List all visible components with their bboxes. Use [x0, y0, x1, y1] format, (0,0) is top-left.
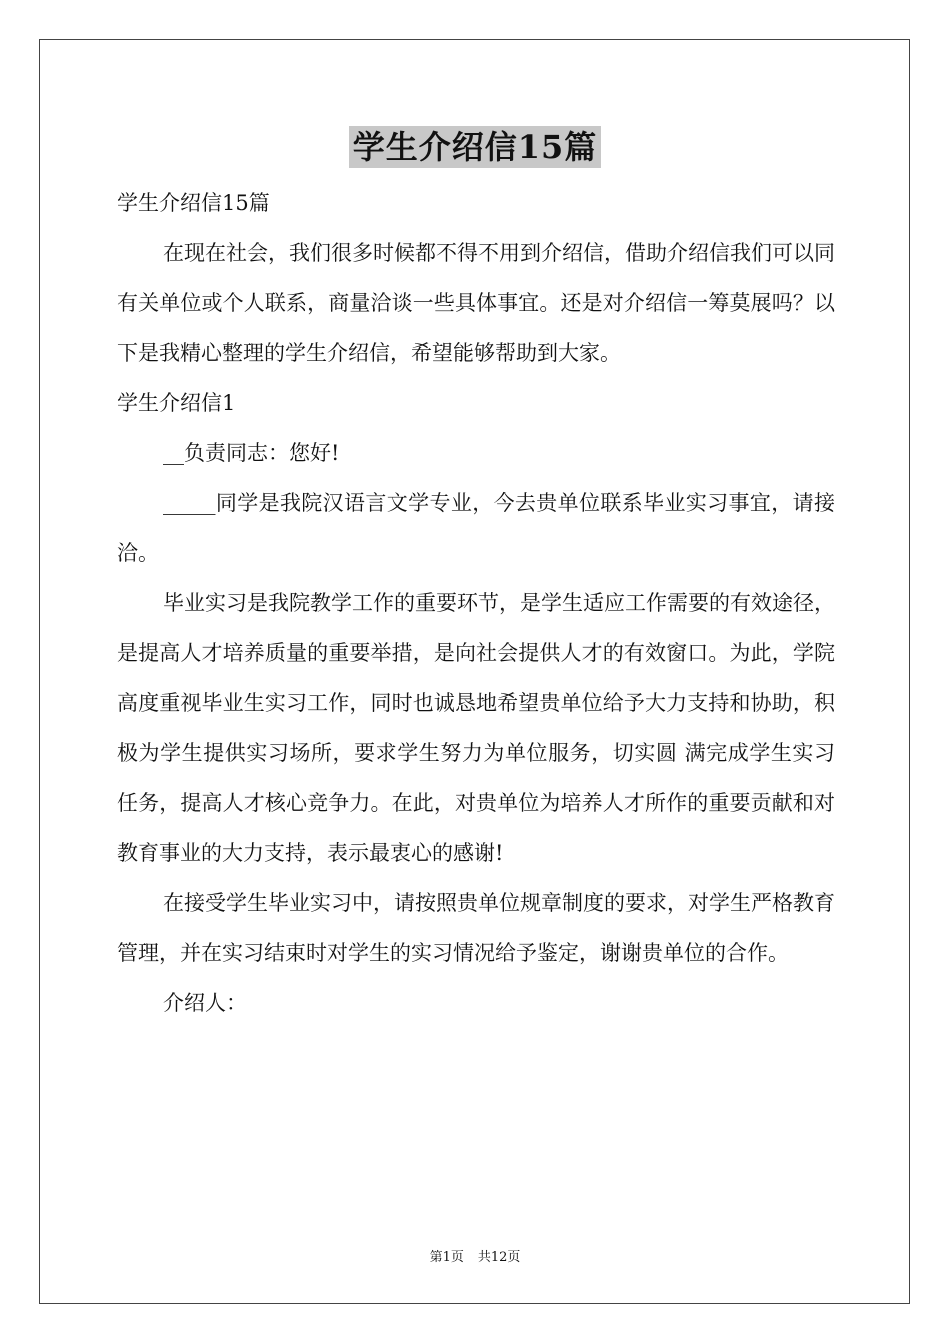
page-total: 共12页: [477, 1250, 521, 1265]
signature-line: 介绍人：: [163, 991, 247, 1015]
subtitle: 学生介绍信15篇: [117, 191, 270, 215]
page-footer: [0, 1246, 950, 1265]
body-paragraph-3: 在接受学生毕业实习中，请按照贵单位规章制度的要求，对学生严格教育管理，并在实习结束时对学生的实习情况给予鉴定，谢谢贵单位的合作。: [117, 891, 835, 965]
intro-paragraph: 在现在社会，我们很多时候都不得不用到介绍信，借助介绍信我们可以同有关单位或个人联系，商量洽谈一些具体事宜。还是对介绍信一筹莫展吗？以下是我精心整理的学生介绍信，希望能够帮助到大家。: [117, 241, 835, 365]
document-title: 学生介绍信15篇: [349, 126, 602, 168]
page-number: 第1页: [429, 1250, 464, 1265]
title-area: [0, 126, 950, 168]
body-paragraph-1: _____同学是我院汉语言文学专业，今去贵单位联系毕业实习事宜，请接洽。: [117, 491, 835, 565]
body-paragraph-2: 毕业实习是我院教学工作的重要环节，是学生适应工作需要的有效途径，是提高人才培养质量的重要举措，是向社会提供人才的有效窗口。为此，学院高度重视毕业生实习工作，同时也诚恳地希望贵单位给予大力支持和协助，积极为学生提供实习场所，要求学生努力为单位服务，切实圆 满完成学生实习任务，提高人才核心竞争力。在此，对贵单位为培养人才所作的重要贡献和对教育事业的大力支持，表示最衷心的感谢!: [117, 591, 835, 865]
document-body: [117, 178, 835, 1028]
greeting-line: __负责同志：您好!: [163, 441, 340, 465]
section-heading: 学生介绍信1: [117, 391, 236, 415]
